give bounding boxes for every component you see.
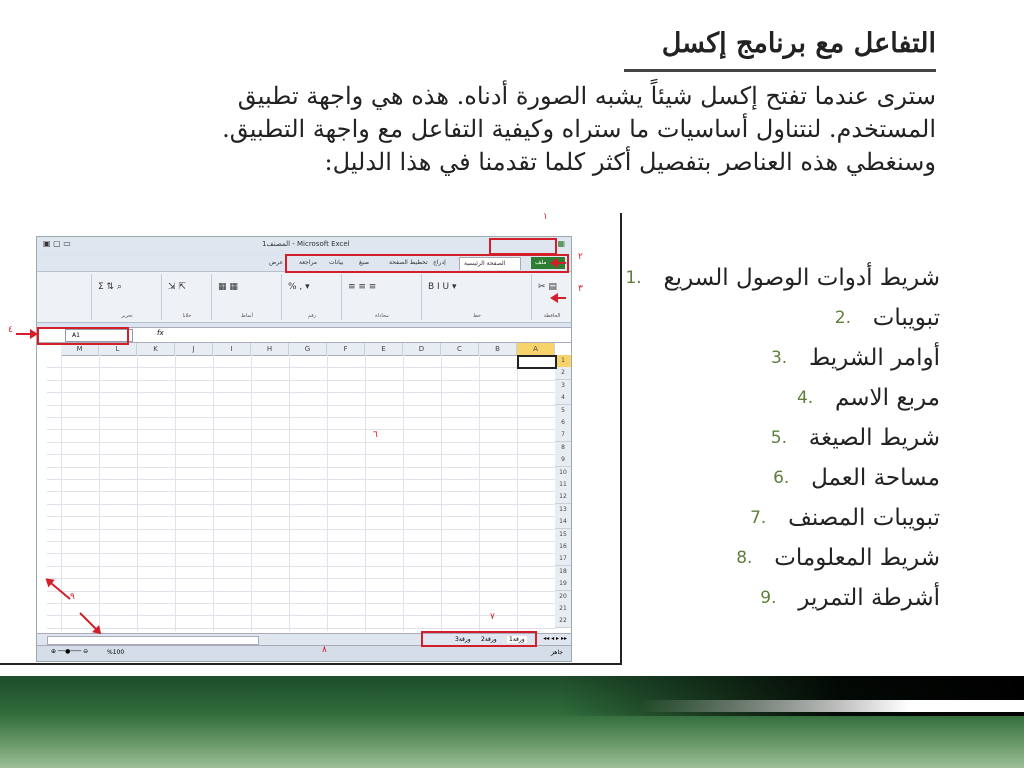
list-item-label: شريط أدوات الوصول السريع xyxy=(663,265,940,291)
list-item-label: تبويبات المصنف xyxy=(788,505,940,531)
ribbon-group-label: تحرير xyxy=(121,313,133,319)
ribbon-commands xyxy=(37,271,571,323)
grid-line xyxy=(479,355,480,631)
elements-list xyxy=(600,258,940,618)
status-ready: جاهز xyxy=(550,649,563,656)
excel-screenshot xyxy=(36,236,572,662)
grid-line xyxy=(137,355,138,631)
ribbon-command-icon[interactable]: ⇲ ⇱ xyxy=(168,282,186,292)
ribbon-command-icon[interactable]: ▦ ▦ xyxy=(218,282,238,292)
row-header[interactable]: 1 xyxy=(555,355,571,368)
sheet-tab[interactable]: ورقة2 xyxy=(481,636,497,643)
list-item-number: 3. xyxy=(770,348,788,368)
ribbon-group xyxy=(421,274,532,320)
tab-0[interactable]: ملف xyxy=(531,257,565,269)
grid-line xyxy=(47,529,555,530)
grid-line xyxy=(403,355,404,631)
grid-line xyxy=(47,429,555,430)
grid-line xyxy=(47,603,555,604)
ribbon-group xyxy=(341,274,422,320)
row-header[interactable]: 2 xyxy=(555,367,571,380)
ribbon-group xyxy=(211,274,282,320)
column-header[interactable]: F xyxy=(327,343,365,356)
tab-1[interactable]: الصفحة الرئيسية xyxy=(459,257,521,270)
list-item-label: شريط المعلومات xyxy=(774,545,940,571)
column-header[interactable]: E xyxy=(365,343,403,356)
callout-8: ٨ xyxy=(322,645,327,655)
grid-line xyxy=(47,479,555,480)
list-item-label: أوامر الشريط xyxy=(808,345,940,371)
column-header[interactable]: C xyxy=(441,343,479,356)
row-header[interactable]: 18 xyxy=(555,566,571,579)
ribbon-group-label: أنماط xyxy=(241,313,253,319)
grid-line xyxy=(251,355,252,631)
grid-line xyxy=(47,628,555,629)
grid-line xyxy=(175,355,176,631)
column-header[interactable]: D xyxy=(403,343,441,356)
grid-line xyxy=(289,355,290,631)
arrow-4 xyxy=(16,333,36,335)
grid-line xyxy=(47,553,555,554)
list-item-label: شريط الصيغة xyxy=(808,425,940,451)
column-header[interactable]: J xyxy=(175,343,213,356)
ribbon-group-label: الحافظة xyxy=(543,313,561,319)
callout-box-tabs xyxy=(285,254,569,273)
intro-paragraph: سترى عندما تفتح إكسل شيئاً يشبه الصورة أدناه. هذه هي واجهة تطبيق المستخدم. لنتناول أساسيات ما ستراه وكيفية التفاعل مع واجهة التطبيق. وسنغطي هذه العناصر بتفصيل أكثر كلما تقدمنا في هذا الدليل: xyxy=(222,82,936,176)
row-header[interactable]: 5 xyxy=(555,405,571,418)
list-item-label: تبويبات xyxy=(872,305,940,331)
row-header[interactable]: 19 xyxy=(555,578,571,591)
row-header[interactable]: 4 xyxy=(555,392,571,405)
list-item xyxy=(600,298,940,338)
tab-7[interactable]: عرض xyxy=(269,259,284,266)
row-header[interactable]: 11 xyxy=(555,479,571,492)
column-header[interactable]: L xyxy=(99,343,137,356)
callout-box-name-box xyxy=(37,327,129,345)
row-header[interactable]: 8 xyxy=(555,442,571,455)
ribbon-group-label: رقم xyxy=(307,313,317,319)
callout-3: ٣ xyxy=(578,284,583,294)
tab-2[interactable]: إدراج xyxy=(433,259,446,266)
row-header[interactable]: 12 xyxy=(555,491,571,504)
callout-6: ٦ xyxy=(373,430,378,440)
tab-3[interactable]: تخطيط الصفحة xyxy=(389,259,428,266)
list-item-number: 9. xyxy=(760,588,777,608)
ribbon-group-label: خلايا xyxy=(182,313,192,319)
window-controls-icon[interactable]: ▣ ▢ ▭ xyxy=(43,239,71,248)
sheet-tab[interactable]: ورقة1 xyxy=(509,636,525,643)
footer-band-highlight xyxy=(640,700,1024,712)
grid-line xyxy=(47,504,555,505)
slide-title: التفاعل مع برنامج إكسل xyxy=(661,28,936,59)
grid-line xyxy=(213,355,214,631)
tab-4[interactable]: صيغ xyxy=(359,259,370,266)
row-header[interactable]: 9 xyxy=(555,454,571,467)
horizontal-scrollbar[interactable] xyxy=(47,636,259,645)
title-underline xyxy=(624,69,936,72)
grid-line xyxy=(47,405,555,406)
callout-2: ٢ xyxy=(578,252,583,262)
list-item xyxy=(600,578,940,618)
status-bar xyxy=(37,645,571,662)
list-item xyxy=(600,338,940,378)
fx-icon[interactable]: fx xyxy=(157,329,164,337)
row-header[interactable]: 6 xyxy=(555,417,571,430)
row-header[interactable]: 14 xyxy=(555,516,571,529)
row-header[interactable]: 13 xyxy=(555,504,571,517)
callout-box-quick-access xyxy=(489,238,557,255)
name-box[interactable]: A1 xyxy=(65,329,133,342)
list-item-number: 5. xyxy=(770,428,788,448)
list-item xyxy=(600,458,940,498)
list-item xyxy=(600,258,940,298)
row-header[interactable]: 22 xyxy=(555,615,571,628)
callout-1: ١ xyxy=(543,212,548,222)
column-header[interactable]: B xyxy=(479,343,517,356)
screenshot-frame-bottom xyxy=(0,663,622,665)
ribbon-command-icon[interactable]: ≡ ≡ ≡ xyxy=(348,282,377,292)
row-header[interactable]: 15 xyxy=(555,529,571,542)
list-item-number: 1. xyxy=(625,268,642,288)
grid-line xyxy=(47,442,555,443)
excel-window-title: Microsoft Excel - المصنف1 xyxy=(262,240,350,248)
grid-line xyxy=(47,367,555,368)
row-header[interactable]: 17 xyxy=(555,553,571,566)
list-item-label: مساحة العمل xyxy=(811,465,940,491)
ribbon-group xyxy=(281,274,342,320)
grid-line xyxy=(327,355,328,631)
column-header[interactable]: G xyxy=(289,343,327,356)
sheet-navigation-icon[interactable]: ◂◂ ◂ ▸ ▸▸ xyxy=(543,635,567,642)
grid-line xyxy=(47,491,555,492)
grid-line xyxy=(47,591,555,592)
arrow-2 xyxy=(552,262,566,264)
list-item-label: مربع الاسم xyxy=(834,385,940,411)
ribbon-group-label: خط xyxy=(473,313,481,319)
sheet-tab[interactable]: ورقة3 xyxy=(455,636,471,643)
grid-line xyxy=(47,541,555,542)
callout-7: ٧ xyxy=(490,612,495,622)
row-header[interactable]: 20 xyxy=(555,591,571,604)
list-item xyxy=(600,378,940,418)
row-header[interactable]: 3 xyxy=(555,380,571,393)
list-item-number: 2. xyxy=(834,308,851,328)
row-header[interactable]: 7 xyxy=(555,429,571,442)
grid-line xyxy=(47,467,555,468)
grid-line xyxy=(47,615,555,616)
ribbon-command-icon[interactable]: B I U ▾ xyxy=(428,282,457,292)
worksheet-grid[interactable] xyxy=(37,343,571,633)
screenshot-frame-right xyxy=(620,213,622,665)
list-item-number: 7. xyxy=(750,508,767,528)
grid-line xyxy=(99,355,100,631)
ribbon-command-icon[interactable]: Σ ⇅ ⌕ xyxy=(98,282,122,292)
grid-line xyxy=(47,516,555,517)
column-header[interactable]: M xyxy=(61,343,99,356)
grid-line xyxy=(47,578,555,579)
column-header[interactable]: H xyxy=(251,343,289,356)
callout-4: ٤ xyxy=(8,325,13,335)
column-header[interactable]: A xyxy=(517,343,555,356)
grid-line xyxy=(47,392,555,393)
grid-line xyxy=(47,566,555,567)
list-item-number: 4. xyxy=(796,388,814,408)
row-header[interactable]: 21 xyxy=(555,603,571,616)
zoom-slider[interactable]: ⊕ ──●─── ⊖ xyxy=(51,648,89,655)
ribbon-group xyxy=(91,274,162,320)
ribbon-command-icon[interactable]: % , ▾ xyxy=(288,282,310,292)
excel-logo-icon: ▦ xyxy=(557,239,565,248)
list-item xyxy=(600,498,940,538)
list-item-label: أشرطة التمرير xyxy=(798,585,940,611)
callout-box-sheet-tabs xyxy=(421,631,537,647)
row-header[interactable]: 16 xyxy=(555,541,571,554)
grid-line xyxy=(365,355,366,631)
list-item xyxy=(600,538,940,578)
callout-9: ٩ xyxy=(70,592,75,602)
list-item xyxy=(600,418,940,458)
list-item-number: 8. xyxy=(736,548,753,568)
ribbon-command-icon[interactable]: ✂ ▤ xyxy=(538,282,557,292)
row-header[interactable]: 10 xyxy=(555,467,571,480)
ribbon-group xyxy=(161,274,212,320)
grid-line xyxy=(441,355,442,631)
active-cell[interactable] xyxy=(517,355,557,369)
grid-line xyxy=(47,380,555,381)
tab-5[interactable]: بيانات xyxy=(329,259,344,266)
grid-line xyxy=(47,417,555,418)
zoom-level[interactable]: %100 xyxy=(107,649,125,656)
grid-line xyxy=(47,454,555,455)
column-header[interactable]: I xyxy=(213,343,251,356)
list-item-number: 6. xyxy=(773,468,790,488)
column-header[interactable]: K xyxy=(137,343,175,356)
arrow-3 xyxy=(552,297,566,299)
ribbon-group-label: محاذاة xyxy=(375,313,389,319)
grid-line xyxy=(517,355,518,631)
tab-6[interactable]: مراجعة xyxy=(299,259,318,266)
